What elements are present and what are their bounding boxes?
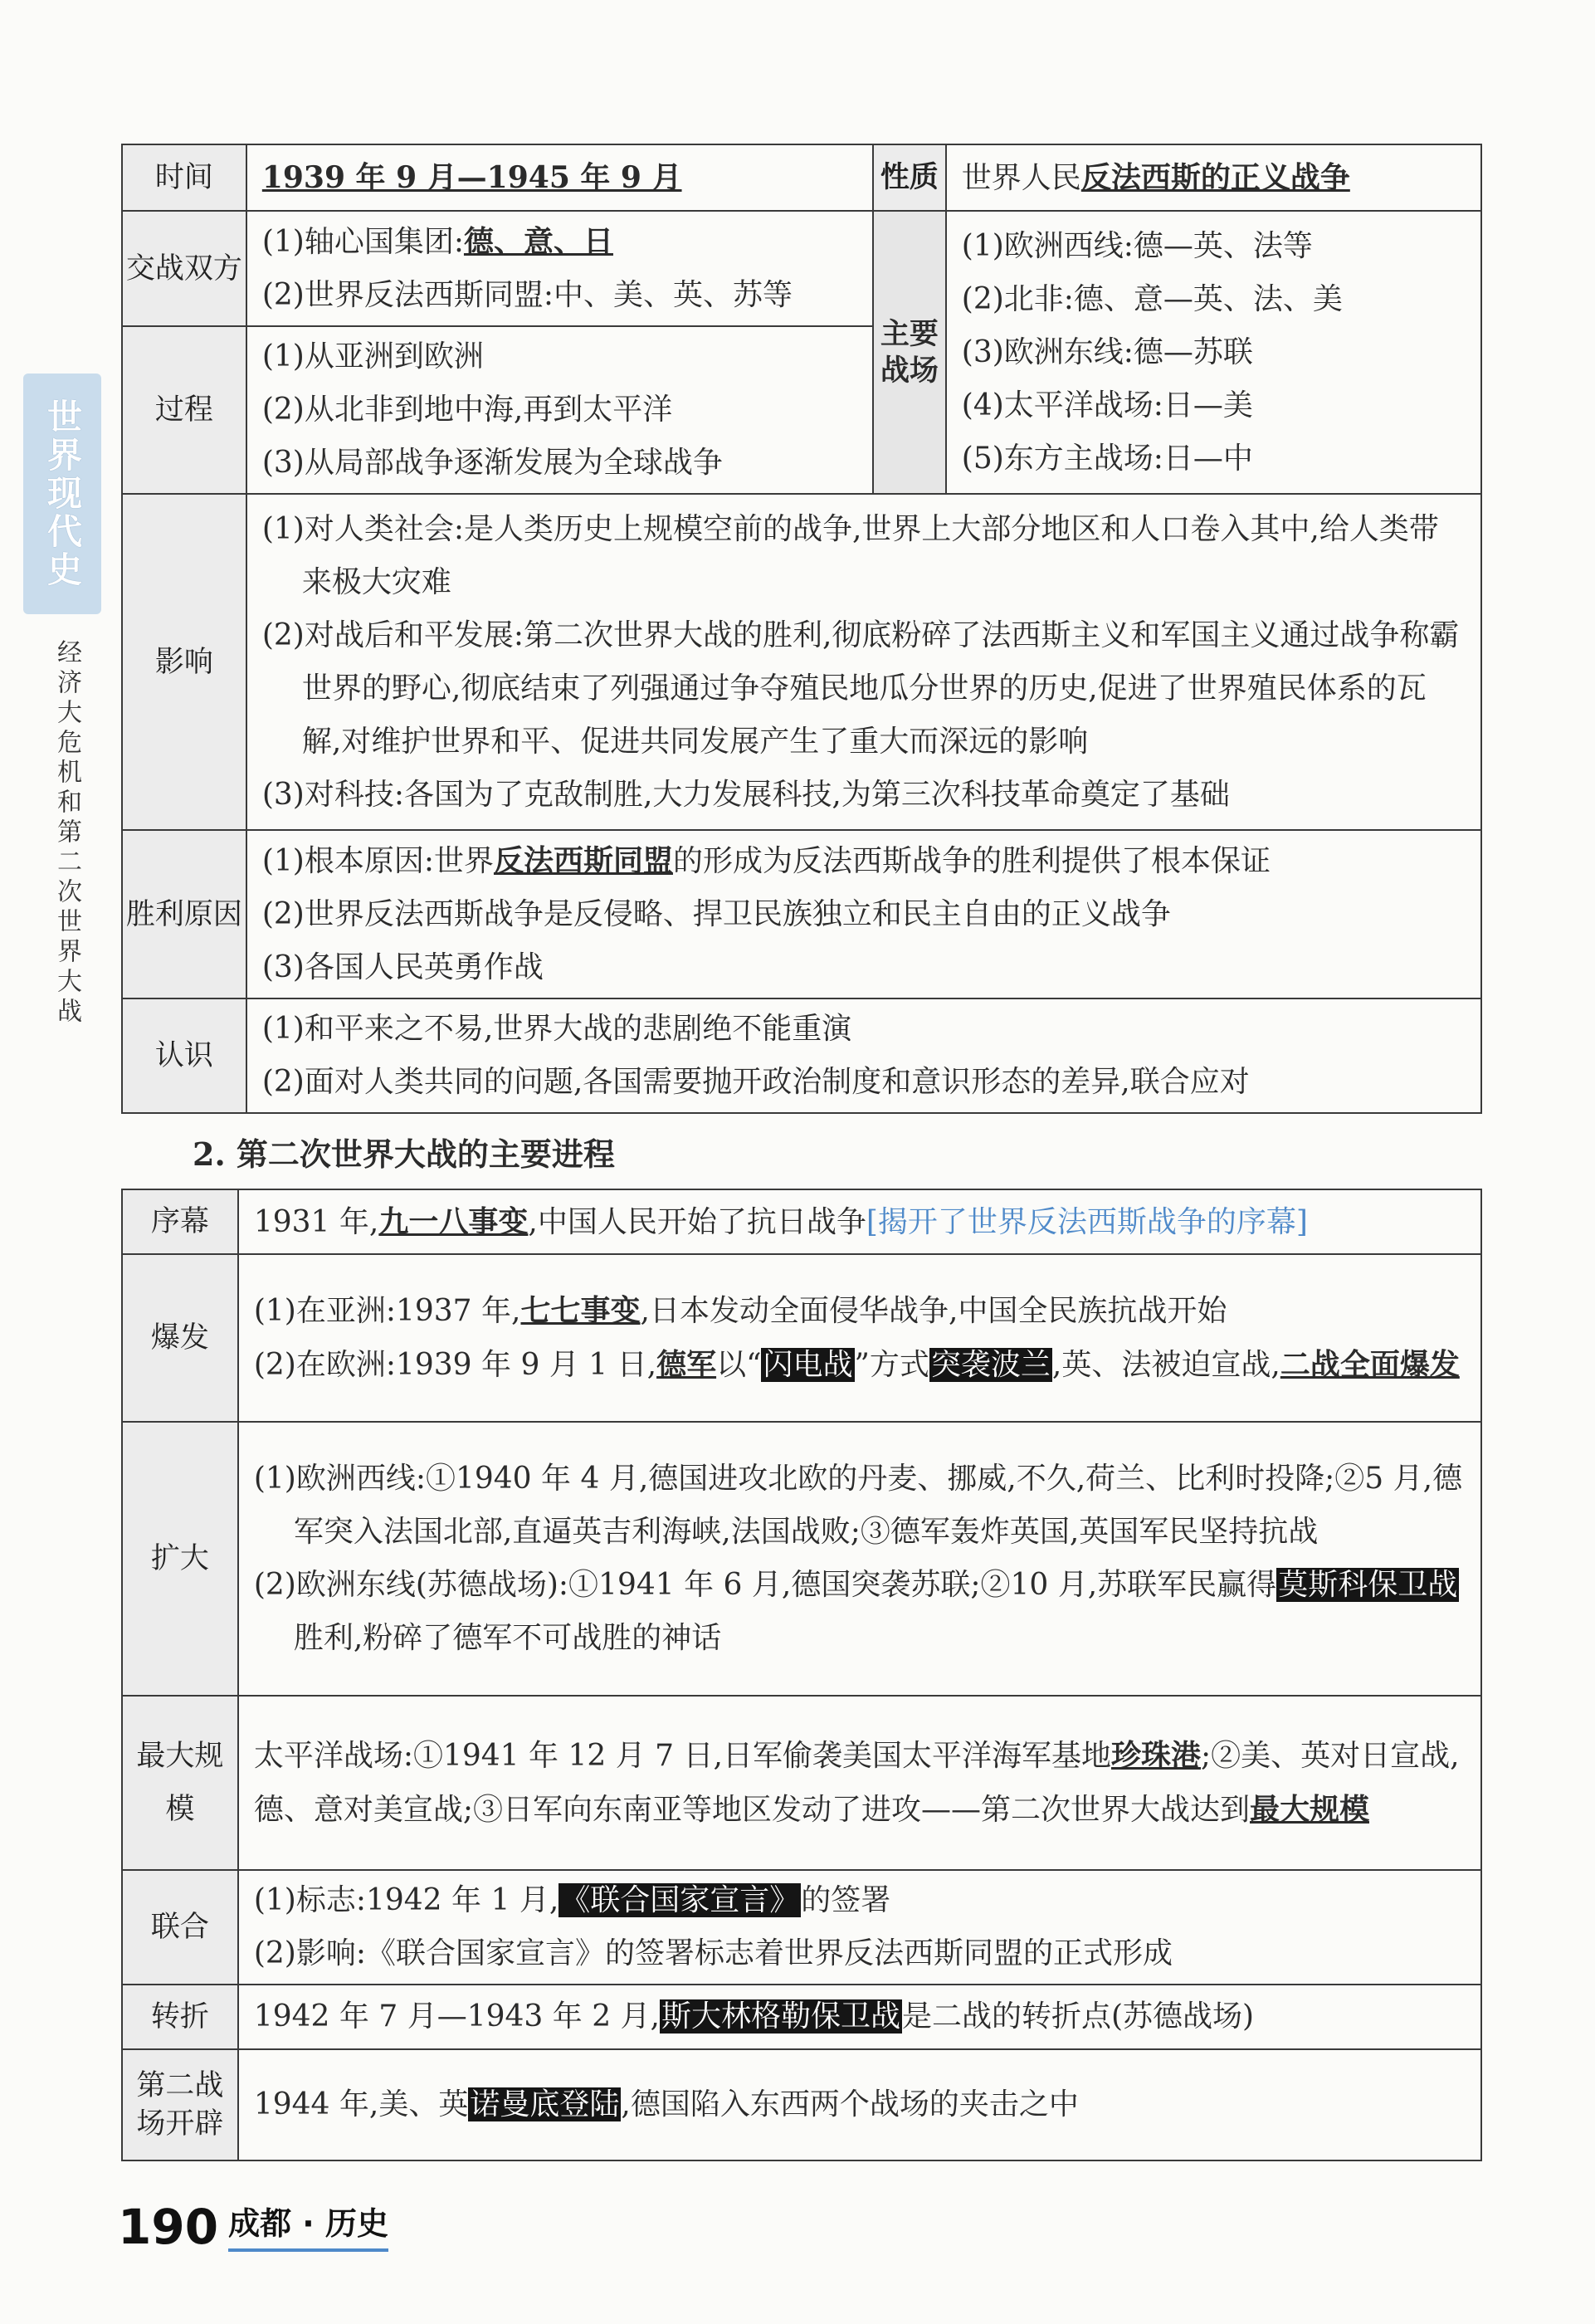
outbreak-cell: (1)在亚洲:1937 年,七七事变,日本发动全面侵华战争,中国全民族抗战开始 (2)在欧洲:1939 年 9 月 1 日,德军以“闪电战”方式突袭波兰,英、法被迫宣战,二战全面爆发 xyxy=(238,1254,1481,1422)
impact-cell: (1)对人类社会:是人类历史上规模空前的战争,世界上大部分地区和人口卷入其中,给人类带来极大灾难 (2)对战后和平发展:第二次世界大战的胜利,彻底粉碎了法西斯主义和军国主义通过战争称霸世界的野心,彻底结束了列强通过争夺殖民地瓜分世界的历史,促进了世界殖民体系的瓦解,对维护世界和平、促进共同发展产生了重大而深远的影响 (3)对科技:各国为了克敌制胜,大力发展科技,为第三次科技革命奠定了基础 xyxy=(246,494,1481,830)
prelude-cell: 1931 年,九一八事变,中国人民开始了抗日战争[揭开了世界反法西斯战争的序幕] xyxy=(238,1189,1481,1254)
war-overview-table xyxy=(121,144,1482,1114)
impact-label: 影响 xyxy=(122,494,246,830)
turning-label: 转折 xyxy=(122,1985,238,2049)
process-label: 过程 xyxy=(122,326,246,494)
insight-label: 认识 xyxy=(122,998,246,1113)
outbreak-label: 爆发 xyxy=(122,1254,238,1422)
page-footer xyxy=(118,2198,388,2255)
victory-cell: (1)根本原因:世界反法西斯同盟的形成为反法西斯战争的胜利提供了根本保证 (2)世界反法西斯战争是反侵略、捍卫民族独立和民主自由的正义战争 (3)各国人民英勇作战 xyxy=(246,830,1481,998)
side-tab-title: 世界现代史 xyxy=(42,398,83,589)
time-label: 时间 xyxy=(122,144,246,211)
main-fields-label: 主要战场 xyxy=(873,211,946,494)
time-value: 1939 年 9 月—1945 年 9 月 xyxy=(246,144,873,211)
second-front-cell: 1944 年,美、英诺曼底登陆,德国陷入东西两个战场的夹击之中 xyxy=(238,2049,1481,2160)
max-scale-cell: 太平洋战场:①1941 年 12 月 7 日,日军偷袭美国太平洋海军基地珍珠港;②美、英对日宣战,德、意对美宣战;③日军向东南亚等地区发动了进攻——第二次世界大战达到最大规模 xyxy=(238,1696,1481,1870)
parties-cell: (1)轴心国集团:德、意、日 (2)世界反法西斯同盟:中、美、英、苏等 xyxy=(246,211,873,326)
nature-value: 世界人民反法西斯的正义战争 xyxy=(946,144,1481,211)
victory-label: 胜利原因 xyxy=(122,830,246,998)
prelude-label: 序幕 xyxy=(122,1189,238,1254)
insight-cell: (1)和平来之不易,世界大战的悲剧绝不能重演 (2)面对人类共同的问题,各国需要抛开政治制度和意识形态的差异,联合应对 xyxy=(246,998,1481,1113)
nature-label: 性质 xyxy=(873,144,946,211)
main-fields-cell: (1)欧洲西线:德—英、法等 (2)北非:德、意—英、法、美 (3)欧洲东线:德—苏联 (4)太平洋战场:日—美 (5)东方主战场:日—中 xyxy=(946,211,1481,494)
war-process-table xyxy=(121,1189,1482,2161)
union-label: 联合 xyxy=(122,1870,238,1985)
section-title: 2. 第二次世界大战的主要进程 xyxy=(193,1135,615,1173)
page-number: 190 xyxy=(118,2199,219,2255)
prelude-note: [揭开了世界反法西斯战争的序幕] xyxy=(866,1204,1308,1239)
side-chapter-title: 经济大危机和第二次世界大战 xyxy=(52,639,81,1028)
turning-cell: 1942 年 7 月—1943 年 2 月,斯大林格勒保卫战是二战的转折点(苏德战场) xyxy=(238,1985,1481,2049)
union-cell: (1)标志:1942 年 1 月,《联合国家宣言》的签署 (2)影响:《联合国家宣言》的签署标志着世界反法西斯同盟的正式形成 xyxy=(238,1870,1481,1985)
expand-label: 扩大 xyxy=(122,1422,238,1696)
expand-cell: (1)欧洲西线:①1940 年 4 月,德国进攻北欧的丹麦、挪威,不久,荷兰、比利时投降;②5 月,德军突入法国北部,直逼英吉利海峡,法国战败;③德军轰炸英国,英国军民坚持抗战 (2)欧洲东线(苏德战场):①1941 年 6 月,德国突袭苏联;②10 月,苏联军民赢得莫斯科保卫战胜利,粉碎了德军不可战胜的神话 xyxy=(238,1422,1481,1696)
parties-label: 交战双方 xyxy=(122,211,246,326)
max-scale-label: 最大规模 xyxy=(122,1696,238,1870)
book-title: 成都 · 历史 xyxy=(228,2198,388,2252)
process-cell: (1)从亚洲到欧洲 (2)从北非到地中海,再到太平洋 (3)从局部战争逐渐发展为全球战争 xyxy=(246,326,873,494)
side-tab xyxy=(23,374,101,614)
second-front-label: 第二战场开辟 xyxy=(122,2049,238,2160)
